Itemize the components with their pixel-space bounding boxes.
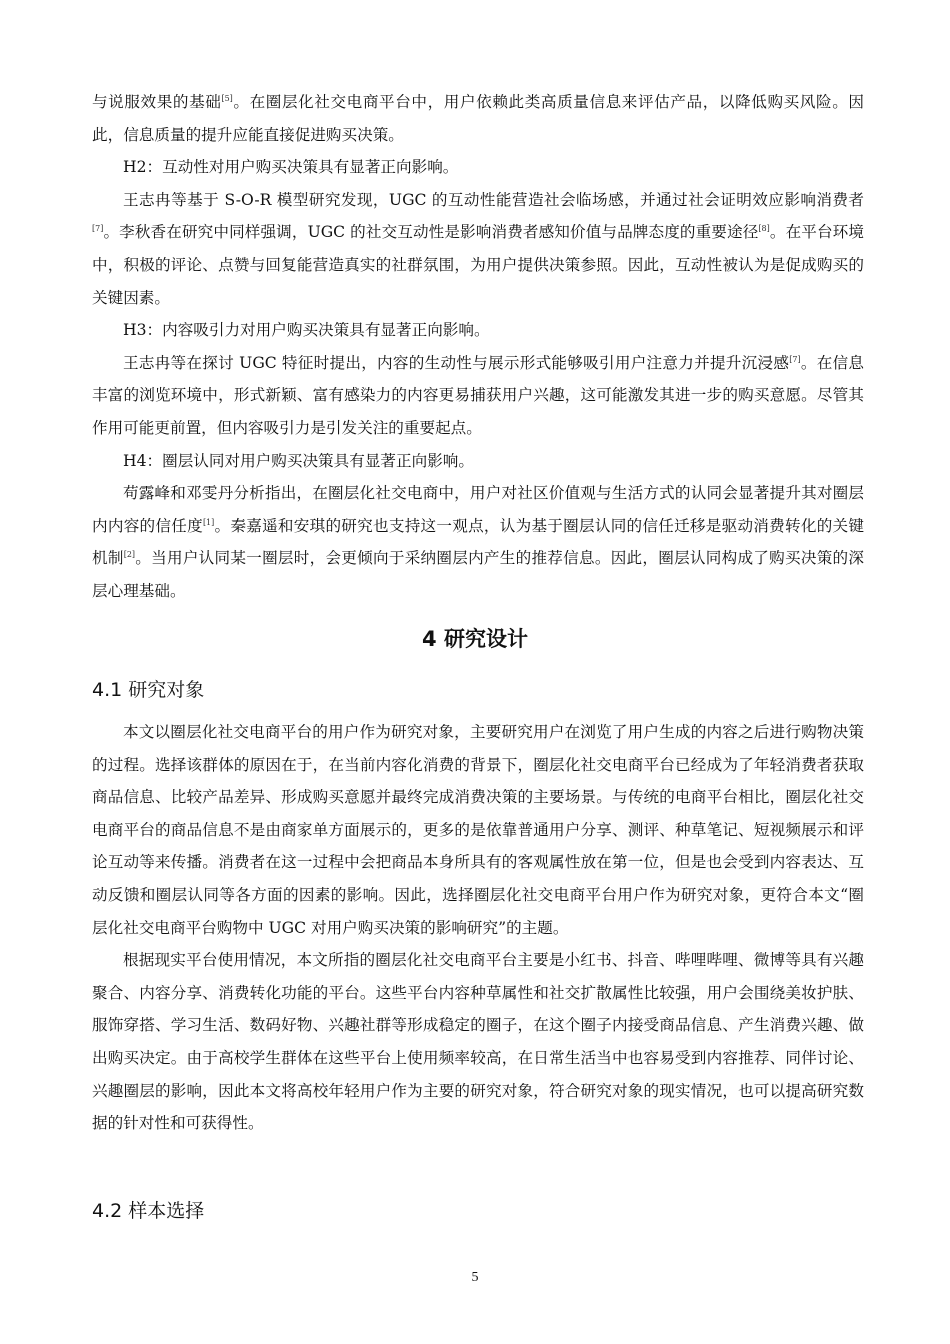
page-number: 5 bbox=[471, 1270, 479, 1285]
paragraph-text: 。在平台环境中，积极的评论、点赞与回复能营造真实的社群氛围，为用户提供决策参照。因此，互动性被认为是促成购买的关键因素。 bbox=[92, 223, 864, 307]
paragraph-interactivity bbox=[92, 184, 864, 314]
citation-ref: [7] bbox=[789, 354, 801, 364]
citation-ref: [8] bbox=[758, 224, 770, 234]
paragraph-content-appeal bbox=[92, 347, 864, 445]
section-heading: 4 研究设计 bbox=[422, 627, 528, 651]
paragraph-circle-identity bbox=[92, 477, 864, 607]
citation-ref: [1] bbox=[202, 517, 215, 527]
paragraph-text: 。当用户认同某一圈层时，会更倾向于采纳圈层内产生的推荐信息。因此，圈层认同构成了购买决策的深层心理基础。 bbox=[92, 549, 864, 600]
hypothesis-h4: H4：圈层认同对用户购买决策具有显著正向影响。 bbox=[123, 451, 474, 470]
paragraph-text: 王志冉等在探讨 UGC 特征时提出，内容的生动性与展示形式能够吸引用户注意力并提升沉浸感 bbox=[123, 353, 790, 372]
paragraph-text: 苟露峰和邓雯丹分析指出，在圈层化社交电商中，用户对社区价值观与生活方式的认同会显著提升其对圈层内内容的信任度 bbox=[92, 484, 864, 535]
citation-ref: [5] bbox=[221, 93, 233, 103]
hypothesis-h3: H3：内容吸引力对用户购买决策具有显著正向影响。 bbox=[123, 321, 490, 340]
paragraph-research-object: 本文以圈层化社交电商平台的用户作为研究对象，主要研究用户在浏览了用户生成的内容之后进行购物决策的过程。选择该群体的原因在于，在当前内容化消费的背景下，圈层化社交电商平台已经成为了年轻消费者获取商品信息、比较产品差异、形成购买意愿并最终完成消费决策的主要场景。与传统的电商平台相比，圈层化社交电商平台的商品信息不是由商家单方面展示的，更多的是依靠普通用户分享、测评、种草笔记、短视频展示和评论互动等来传播。消费者在这一过程中会把商品本身所具有的客观属性放在第一位，但是也会受到内容表达、互动反馈和圈层认同等各方面的因素的影响。因此，选择圈层化社交电商平台用户作为研究对象，更符合本文“圈层化社交电商平台购物中 UGC 对用户购买决策的影响研究”的主题。 bbox=[92, 723, 864, 937]
paragraph-text: 。在信息丰富的浏览环境中，形式新颖、富有感染力的内容更易捕获用户兴趣，这可能激发其进一步的购买意愿。尽管其作用可能更前置，但内容吸引力是引发关注的重要起点。 bbox=[92, 353, 864, 437]
paragraph-text: 王志冉等基于 S-O-R 模型研究发现，UGC 的互动性能营造社会临场感，并通过社会证明效应影响消费者 bbox=[123, 190, 864, 209]
subsection-heading-4-1: 4.1 研究对象 bbox=[92, 679, 205, 701]
paragraph-text: 。李秋香在研究中同样强调，UGC 的社交互动性是影响消费者感知价值与品牌态度的重要途径 bbox=[103, 223, 759, 242]
paragraph-text: 。在圈层化社交电商平台中，用户依赖此类高质量信息来评估产品，以降低购买风险。因此，信息质量的提升应能直接促进购买决策。 bbox=[92, 93, 864, 144]
hypothesis-h2: H2：互动性对用户购买决策具有显著正向影响。 bbox=[123, 158, 459, 177]
paragraph-text: 。秦嘉遥和安琪的研究也支持这一观点，认为基于圈层认同的信任迁移是驱动消费转化的关键机制 bbox=[92, 516, 864, 568]
citation-ref: [7] bbox=[92, 224, 104, 234]
citation-ref: [2] bbox=[123, 550, 136, 560]
paragraph-information-quality bbox=[92, 86, 864, 151]
paragraph-text: 与说服效果的基础 bbox=[92, 93, 222, 111]
subsection-heading-4-2: 4.2 样本选择 bbox=[92, 1200, 205, 1222]
body-text-upper bbox=[92, 86, 864, 608]
paragraph-platform-scope: 根据现实平台使用情况，本文所指的圈层化社交电商平台主要是小红书、抖音、哔哩哔哩、微博等具有兴趣聚合、内容分享、消费转化功能的平台。这些平台内容种草属性和社交扩散属性比较强，用户会围绕美妆护肤、服饰穿搭、学习生活、数码好物、兴趣社群等形成稳定的圈子，在这个圈子内接受商品信息、产生消费兴趣、做出购买决定。由于高校学生群体在这些平台上使用频率较高，在日常生活当中也容易受到内容推荐、同伴讨论、兴趣圈层的影响，因此本文将高校年轻用户作为主要的研究对象，符合研究对象的现实情况，也可以提高研究数据的针对性和可获得性。 bbox=[92, 951, 864, 1133]
body-text-lower bbox=[92, 716, 864, 1140]
